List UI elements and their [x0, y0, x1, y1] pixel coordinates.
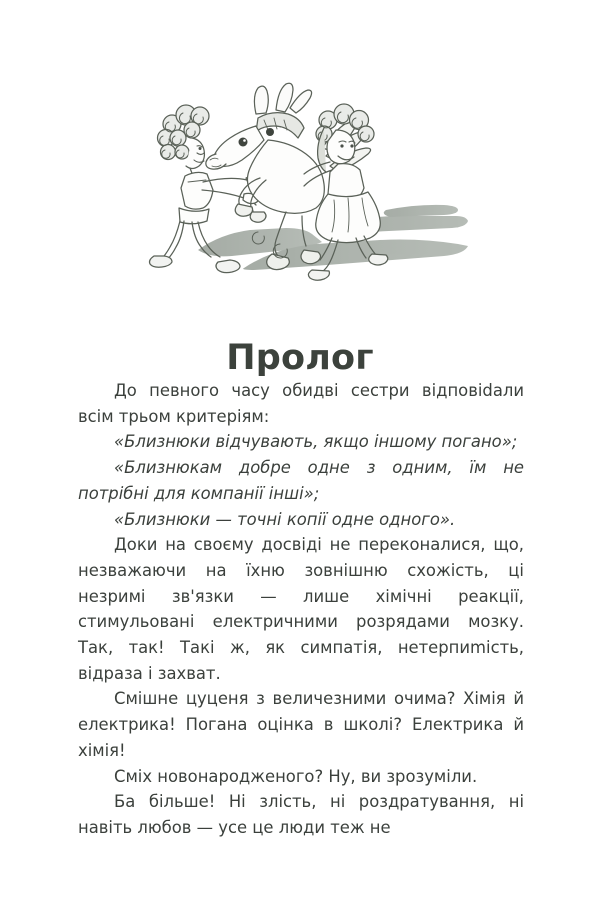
body-text [78, 378, 524, 841]
page-title: Пролог [226, 338, 374, 379]
chapter-illustration [140, 82, 470, 282]
paragraph-3-criterion-2: «Близнюкам добре одне з одним, їм не потрібні для компанії інші»; [78, 458, 524, 503]
paragraph-2-criterion-1: «Близнюки відчувають, якщо іншому погано»; [114, 432, 518, 452]
paragraph-6: Смішне цуценя з величезними очима? Хімія й електрика! Погана оцінка в школі? Електрика й хімія! [78, 689, 524, 760]
illustration-drawing [140, 82, 470, 282]
paragraph-1: До певного часу обидві сестри відповіdали всім трьом критеріям: [78, 381, 524, 426]
paragraph-5: Доки на своєму досвіді не переконалися, що, незважаючи на їхню зовнішню схожість, ці незримі зв'язки — лише хімічні реакції, стимульовані електричними розрядами мозку. Так, так! Такі ж, як симпатія, нетерпиmість, відраза і захват. [78, 535, 524, 683]
paragraph-4-criterion-3: «Близнюки — точні копії одне одного». [114, 509, 456, 529]
paragraph-7: Сміх новонародженого? Ну, ви зрозуміли. [114, 766, 478, 786]
paragraph-8: Ба більше! Ні злість, ні роздратування, ні навіть любов — усе це люди теж не [78, 792, 524, 837]
